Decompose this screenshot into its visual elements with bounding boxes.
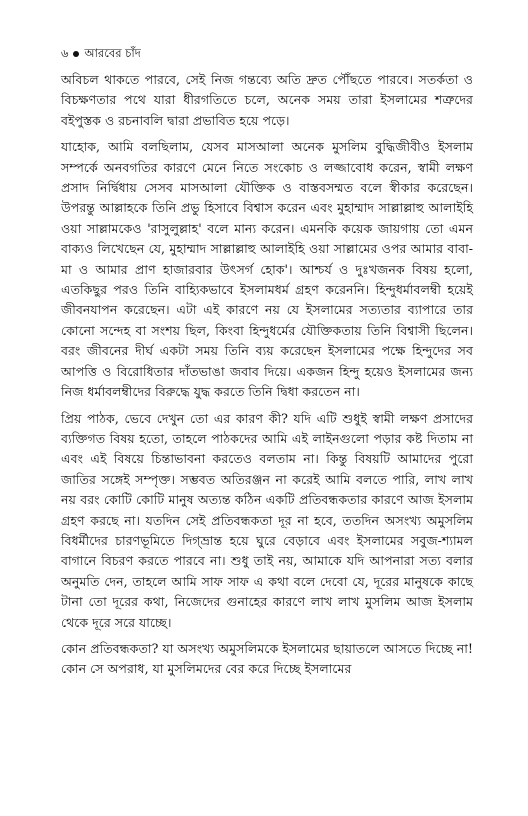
page-number: ৬ — [61, 46, 69, 60]
paragraph: যাহোক, আমি বলছিলাম, যেসব মাসআলা অনেক মুসলিম বুদ্ধিজীবীও ইসলাম সম্পর্কে অনবগতির কারণে মেনে নিতে সংকোচ ও লজ্জাবোধ করেন, স্বামী লক্ষণ প্রসাদ নির্দ্বিধায় সেসব মাসআলা যৌক্তিক ও বাস্তবসম্মত বলে স্বীকার করেছেন। উপরন্তু আল্লাহকে তিনি প্রভু হিসাবে বিশ্বাস করেন এবং মুহাম্মাদ সাল্লাল্লাহু আলাইহি ওয়া সাল্লামকেও 'রাসুলুল্লাহ' বলে মান্য করেন। এমনকি কয়েক জায়গায় তো এমন বাক্যও লিখেছেন যে, মুহাম্মাদ সাল্লাল্লাহু আলাইহি ওয়া সাল্লামের ওপর আমার বাবা-মা ও আমার প্রাণ হাজারবার উৎসর্গ হোক'। আশ্চর্য ও দুঃখজনক বিষয় হলো, এতকিছুর পরও তিনি বাহ্যিকভাবে ইসলামধর্ম গ্রহণ করেননি। হিন্দুধর্মাবলম্বী হয়েই জীবনযাপন করেছেন। এটা এই কারণে নয় যে ইসলামের সত্যতার ব্যাপারে তার কোনো সন্দেহ বা সংশয় ছিল, কিংবা হিন্দুধর্মের যৌক্তিকতায় তিনি বিশ্বাসী ছিলেন। বরং জীবনের দীর্ঘ একটা সময় তিনি ব্যয় করেছেন ইসলামের পক্ষে হিন্দুদের সব আপত্তি ও বিরোধিতার দাঁতভাঙা জবাব দিয়ে। একজন হিন্দু হয়েও ইসলামের জন্য নিজ ধর্মাবলম্বীদের বিরুদ্ধে যুদ্ধ করতে তিনি দ্বিধা করতেন না। — [61, 139, 473, 400]
paragraph: কোন প্রতিবন্ধকতা? যা অসংখ্য অমুসলিমকে ইসলামের ছায়াতলে আসতে দিচ্ছে না! কোন সে অপরাধ, যা মুসলিমদের বের করে দিচ্ছে ইসলামের — [61, 640, 473, 677]
paragraph: অবিচল থাকতে পারবে, সেই নিজ গন্তব্যে অতি দ্রুত পৌঁছতে পারবে। সতর্কতা ও বিচক্ষণতার পথে যারা ধীরগতিতে চলে, অনেক সময় তারা ইসলামের শত্রুদের বইপুস্তক ও রচনাবলি দ্বারা প্রভাবিত হয়ে পড়ে। — [61, 72, 473, 128]
running-header — [61, 46, 141, 60]
body-text — [61, 70, 473, 686]
paragraph: প্রিয় পাঠক, ভেবে দেখুন তো এর কারণ কী? যদি এটি শুধুই স্বামী লক্ষণ প্রসাদের ব্যক্তিগত বিষয় হতো, তাহলে পাঠকদের আমি এই লাইনগুলো পড়ার কষ্ট দিতাম না এবং এই বিষয়ে চিন্তাভাবনা করতেও বলতাম না। কিন্তু বিষয়টি আমাদের পুরো জাতির সঙ্গেই সম্পৃক্ত। সম্ভবত অতিরঞ্জন না করেই আমি বলতে পারি, লাখ লাখ নয় বরং কোটি কোটি মানুষ অত্যন্ত কঠিন একটি প্রতিবন্ধকতার কারণে আজ ইসলাম গ্রহণ করছে না। যতদিন সেই প্রতিবন্ধকতা দূর না হবে, ততদিন অসংখ্য অমুসলিম বিধর্মীদের চারণভূমিতে দিগ্ভ্রান্ত হয়ে ঘুরে বেড়াবে এবং ইসলামের সবুজ-শ্যামল বাগানে বিচরণ করতে পারবে না। শুধু তাই নয়, আমাকে যদি আপনারা সত্য বলার অনুমতি দেন, তাহলে আমি সাফ সাফ এ কথা বলে দেবো যে, দূরের মানুষকে কাছে টানা তো দূরের কথা, নিজেদের গুনাহের কারণে লাখ লাখ মুসলিম আজ ইসলাম থেকে দূরে সরে যাচ্ছে। — [61, 410, 473, 630]
bullet-separator-icon — [73, 51, 79, 57]
running-title: আরবের চাঁদ — [84, 46, 141, 60]
